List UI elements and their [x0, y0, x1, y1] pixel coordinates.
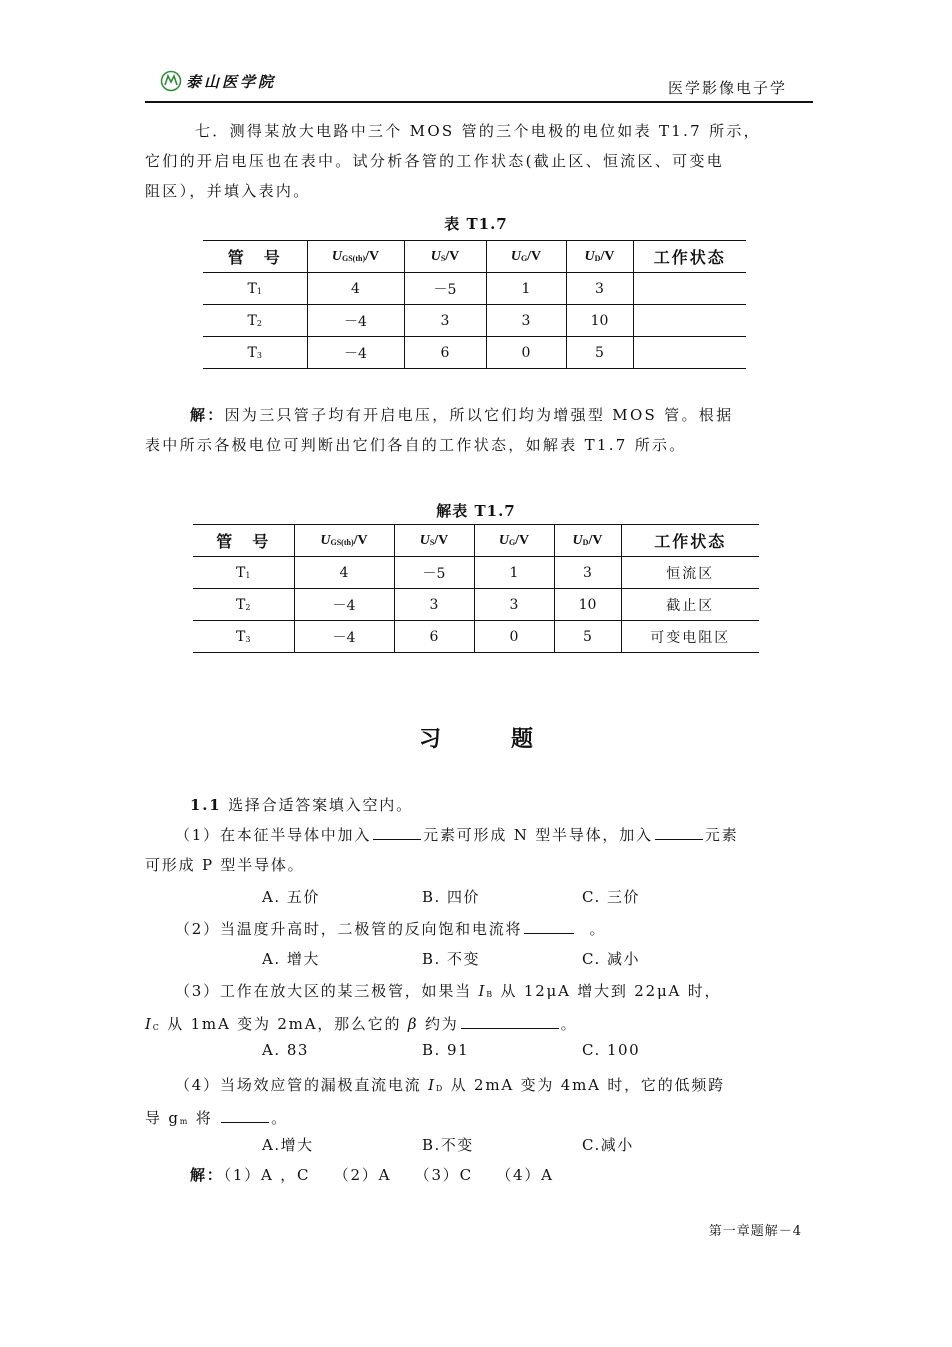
cell-ud: 10 [554, 589, 621, 621]
option-c: C. 三价 [582, 888, 640, 906]
header-tube: 管 号 [203, 241, 307, 273]
cell-ud: 3 [554, 557, 621, 589]
option-a: A. 五价 [262, 888, 320, 906]
table-row [203, 273, 746, 305]
answer-blank[interactable] [221, 1108, 269, 1123]
table-row [203, 337, 746, 369]
header-us: US/V [394, 525, 474, 557]
cell-us: 6 [394, 621, 474, 653]
cell-ug: 1 [486, 273, 566, 305]
q1-line1: （1）在本征半导体中加入 元素可形成 N 型半导体，加入 元素 [175, 826, 739, 844]
answer-blank[interactable] [655, 825, 703, 840]
solution7-text [145, 400, 810, 460]
cell-us: 3 [404, 305, 486, 337]
header-us: US/V [404, 241, 486, 273]
cell-uth: －4 [294, 589, 394, 621]
option-a: A.增大 [262, 1136, 314, 1154]
cell-tube: T3 [203, 337, 307, 369]
course-title: 医学影像电子学 [667, 79, 787, 97]
header-divider [145, 101, 813, 103]
cell-state [633, 305, 746, 337]
option-a: A. 83 [262, 1041, 309, 1059]
answer-blank[interactable] [461, 1014, 559, 1029]
header-state: 工作状态 [621, 525, 759, 557]
header-ug: UG/V [474, 525, 554, 557]
cell-state: 可变电阻区 [621, 621, 759, 653]
problem7-text [145, 116, 810, 206]
cell-us: －5 [394, 557, 474, 589]
q1-line2: 可形成 P 型半导体。 [145, 856, 305, 874]
q2-options [262, 948, 742, 969]
cell-uth: 4 [294, 557, 394, 589]
cell-ud: 10 [566, 305, 633, 337]
option-c: C. 100 [582, 1041, 641, 1059]
header-ud: UD/V [566, 241, 633, 273]
cell-ud: 5 [554, 621, 621, 653]
option-b: B. 四价 [422, 888, 481, 906]
table2 [193, 524, 759, 653]
solution7-line1: 因为三只管子均有开启电压，所以它们均为增强型 MOS 管。根据 [224, 406, 734, 424]
cell-tube: T1 [203, 273, 307, 305]
cell-tube: T2 [193, 589, 294, 621]
q3-block: （3）工作在放大区的某三极管，如果当 IB 从 12μA 增大到 22μA 时， IC 从 1mA 变为 2mA，那么它的 β 约为 。 [145, 982, 722, 1033]
exercise-intro: 选择合适答案填入空内。 [228, 796, 413, 814]
school-name: 泰山医学院 [186, 72, 277, 91]
cell-tube: T3 [193, 621, 294, 653]
table2-header-row [193, 525, 759, 557]
table1-caption: 表 T1.7 [444, 215, 508, 233]
option-a: A. 增大 [262, 950, 320, 968]
header-ud: UD/V [554, 525, 621, 557]
solution-label: 解： [190, 406, 225, 424]
table-row [193, 589, 759, 621]
table2-caption: 解表 T1.7 [436, 502, 516, 520]
header-ug: UG/V [486, 241, 566, 273]
header-brand [160, 70, 276, 92]
cell-tube: T2 [203, 305, 307, 337]
option-c: C. 减小 [582, 950, 640, 968]
table-row [203, 305, 746, 337]
solution7-line2: 表中所示各极电位可判断出它们各自的工作状态，如解表 T1.7 所示。 [145, 436, 687, 454]
problem7-line2: 它们的开启电压也在表中。试分析各管的工作状态(截止区、恒流区、可变电 [145, 152, 725, 170]
answer-label: 解： [190, 1166, 224, 1184]
q2-line: （2）当温度升高时，二极管的反向饱和电流将 。 [175, 920, 607, 938]
school-logo-icon [160, 70, 182, 92]
cell-ud: 5 [566, 337, 633, 369]
option-c: C.减小 [582, 1136, 634, 1154]
answer-blank[interactable] [373, 825, 421, 840]
header-state: 工作状态 [633, 241, 746, 273]
q4-block: （4）当场效应管的漏极直流电流 ID 从 2mA 变为 4mA 时，它的低频跨 导 gm 将 。 [145, 1076, 725, 1127]
cell-ug: 3 [486, 305, 566, 337]
cell-ug: 3 [474, 589, 554, 621]
table-row [193, 557, 759, 589]
header-uth: UGS(th)/V [307, 241, 404, 273]
cell-state [633, 273, 746, 305]
problem7-line1: 七．测得某放大电路中三个 MOS 管的三个电极的电位如表 T1.7 所示， [195, 122, 761, 140]
header-uth: UGS(th)/V [294, 525, 394, 557]
cell-us: 3 [394, 589, 474, 621]
cell-us: 6 [404, 337, 486, 369]
option-b: B.不变 [422, 1136, 474, 1154]
q4-options [262, 1134, 742, 1155]
cell-state [633, 337, 746, 369]
cell-uth: －4 [294, 621, 394, 653]
q1-options [262, 886, 742, 907]
cell-ud: 3 [566, 273, 633, 305]
cell-ug: 0 [474, 621, 554, 653]
cell-uth: 4 [307, 273, 404, 305]
answer-blank[interactable] [524, 919, 574, 934]
problem7-line3: 阻区），并填入表内。 [145, 182, 311, 200]
table1-header-row [203, 241, 746, 273]
answer-text: （1）A ，C （2）A （3）C （4）A [223, 1166, 554, 1184]
page-footer: 第一章题解－4 [708, 1224, 802, 1239]
cell-ug: 1 [474, 557, 554, 589]
cell-us: －5 [404, 273, 486, 305]
cell-tube: T1 [193, 557, 294, 589]
exercise-number: 1.1 [190, 796, 222, 814]
q3-options [262, 1041, 742, 1059]
cell-uth: －4 [307, 337, 404, 369]
option-b: B. 91 [422, 1041, 470, 1059]
table1 [203, 240, 746, 369]
exercise-block [145, 790, 810, 880]
answer-line [145, 1160, 810, 1190]
cell-state: 恒流区 [621, 557, 759, 589]
cell-ug: 0 [486, 337, 566, 369]
cell-state: 截止区 [621, 589, 759, 621]
cell-uth: －4 [307, 305, 404, 337]
section-title: 习题 [418, 727, 603, 752]
option-b: B. 不变 [422, 950, 481, 968]
table-row [193, 621, 759, 653]
header-tube: 管 号 [193, 525, 294, 557]
